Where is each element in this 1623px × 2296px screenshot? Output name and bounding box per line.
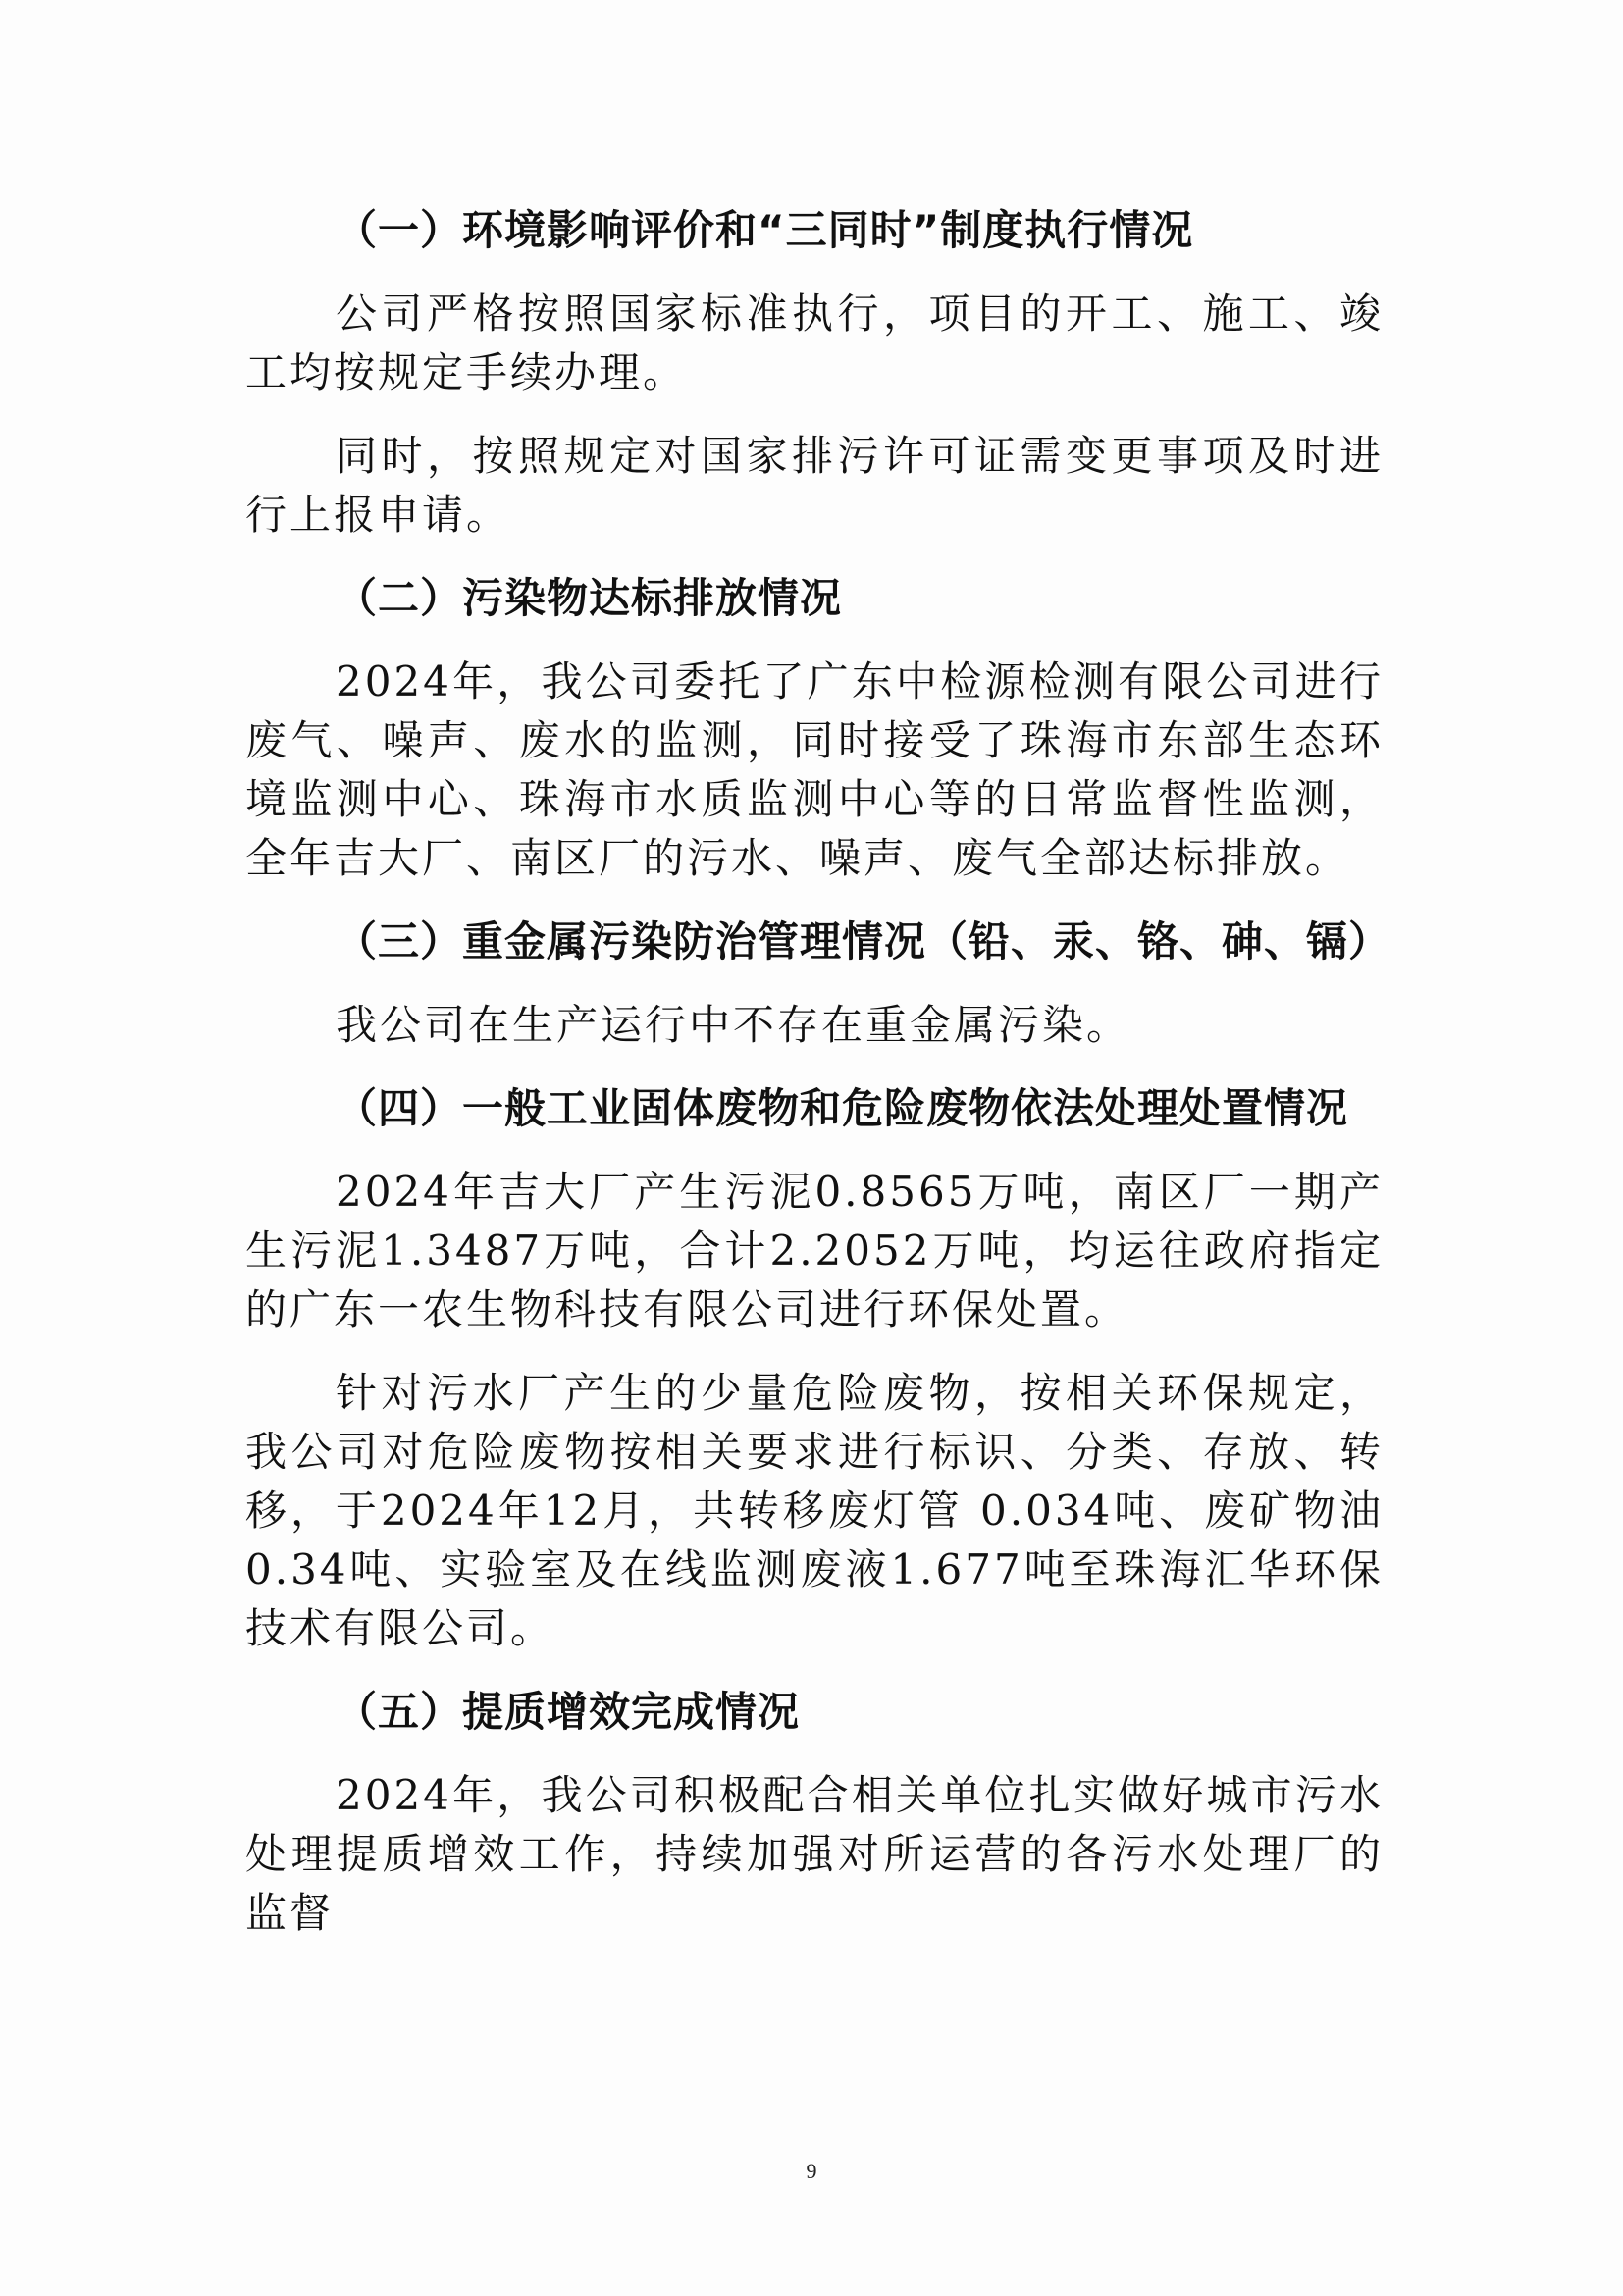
section-heading-5: （五）提质增效完成情况 bbox=[336, 1688, 801, 1736]
document-body bbox=[245, 201, 1391, 1967]
section-1-paragraph-2: 同时，按照规定对国家排污许可证需变更事项及时进行上报申请。 bbox=[245, 432, 1384, 539]
page-number: 9 bbox=[806, 2159, 817, 2183]
section-2-paragraph-1: 2024年，我公司委托了广东中检源检测有限公司进行废气、噪声、废水的监测，同时接受了珠海市东部生态环境监测中心、珠海市水质监测中心等的日常监督性监测，全年吉大厂、南区厂的污水、噪声、废气全部达标排放。 bbox=[245, 657, 1384, 882]
section-heading-4: （四）一般工业固体废物和危险废物依法处理处置情况 bbox=[336, 1084, 1349, 1132]
section-heading-1: （一）环境影响评价和“三同时”制度执行情况 bbox=[336, 206, 1194, 254]
section-5-paragraph-1: 2024年，我公司积极配合相关单位扎实做好城市污水处理提质增效工作，持续加强对所运营的各污水处理厂的监督 bbox=[245, 1771, 1384, 1937]
section-heading-3: （三）重金属污染防治管理情况（铅、汞、铬、砷、镉） bbox=[336, 917, 1391, 965]
section-4-paragraph-2: 针对污水厂产生的少量危险废物，按相关环保规定，我公司对危险废物按相关要求进行标识、分类、存放、转移，于2024年12月，共转移废灯管 0.034吨、废矿物油0.34吨、实验室及在线监测废液1.677吨至珠海汇华环保技术有限公司。 bbox=[245, 1369, 1384, 1652]
section-heading-2: （二）污染物达标排放情况 bbox=[336, 574, 843, 622]
section-1-paragraph-1: 公司严格按照国家标准执行，项目的开工、施工、竣工均按规定手续办理。 bbox=[245, 289, 1384, 396]
section-3-paragraph-1: 我公司在生产运行中不存在重金属污染。 bbox=[336, 1001, 1131, 1049]
section-4-paragraph-1: 2024年吉大厂产生污泥0.8565万吨，南区厂一期产生污泥1.3487万吨，合计2.2052万吨，均运往政府指定的广东一农生物科技有限公司进行环保处置。 bbox=[245, 1168, 1384, 1333]
